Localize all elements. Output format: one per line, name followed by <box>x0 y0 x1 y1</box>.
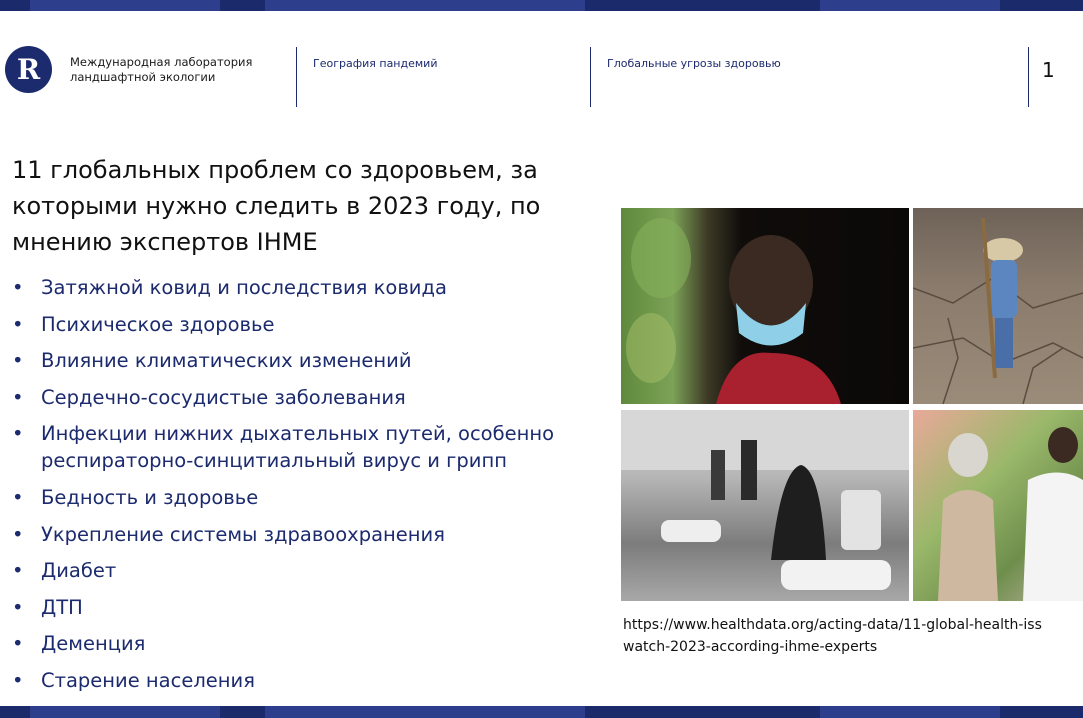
list-item <box>12 420 592 474</box>
list-item <box>12 384 592 411</box>
list-item-text: ДТП <box>41 595 83 619</box>
list-item <box>12 594 592 621</box>
slide-title <box>12 152 572 260</box>
bottom-decorative-bar <box>0 706 1083 718</box>
bullet-icon: • <box>12 422 24 446</box>
bullet-icon: • <box>12 276 24 299</box>
page-number: 1 <box>1042 58 1055 82</box>
top-decorative-bar <box>0 0 1083 11</box>
list-item <box>12 667 592 694</box>
list-item-text-continued: респираторно-синцитиальный вирус и грипп <box>41 449 507 473</box>
list-item-text: Сердечно-сосудистые заболевания <box>41 385 406 409</box>
slide-title-line-3: мнению экспертов IHME <box>12 228 318 256</box>
list-item <box>12 521 592 548</box>
list-item <box>12 484 592 511</box>
list-item-text: Укрепление системы здравоохранения <box>41 522 445 546</box>
list-item <box>12 311 592 338</box>
bullet-icon: • <box>12 485 24 509</box>
slide-title-line-1: 11 глобальных проблем со здоровьем, за <box>12 156 538 184</box>
header-item-pandemic-geography: География пандемий <box>313 57 438 70</box>
lab-name <box>70 55 285 85</box>
list-item-text: Деменция <box>41 632 146 656</box>
source-link-line-2[interactable]: watch-2023-according-ihme-experts <box>623 639 878 655</box>
aid-distribution-photo <box>621 410 909 601</box>
source-link-line-1[interactable]: https://www.healthdata.org/acting-data/11-global-health-iss <box>623 617 1042 633</box>
masked-youth-photo <box>621 208 909 404</box>
bullet-icon: • <box>12 632 24 656</box>
source-link[interactable] <box>623 614 1083 658</box>
health-issues-list <box>12 274 592 704</box>
bullet-icon: • <box>12 349 24 373</box>
list-item-text: Затяжной ковид и последствия ковида <box>41 276 447 299</box>
header-divider <box>296 47 297 107</box>
list-item-text: Старение населения <box>41 668 255 692</box>
list-item-text: Влияние климатических изменений <box>41 349 412 373</box>
bullet-icon: • <box>12 522 24 546</box>
bullet-icon: • <box>12 385 24 409</box>
header-item-global-health-threats: Глобальные угрозы здоровью <box>607 57 781 70</box>
bullet-icon: • <box>12 312 24 336</box>
list-item-text: Психическое здоровье <box>41 312 275 336</box>
header-divider <box>590 47 591 107</box>
list-item <box>12 557 592 584</box>
dry-cracked-earth-photo <box>913 208 1083 404</box>
bullet-icon: • <box>12 668 24 692</box>
list-item-text: Бедность и здоровье <box>41 485 259 509</box>
list-item <box>12 630 592 657</box>
slide-title-line-2: которыми нужно следить в 2023 году, по <box>12 192 541 220</box>
list-item <box>12 347 592 374</box>
header-divider <box>1028 47 1029 107</box>
bullet-icon: • <box>12 595 24 619</box>
hse-logo-icon: R <box>5 46 52 93</box>
bullet-icon: • <box>12 559 24 583</box>
lab-name-line-1: Международная лаборатория <box>70 55 253 69</box>
elderly-care-photo <box>913 410 1083 601</box>
list-item-text: Инфекции нижних дыхательных путей, особенно <box>41 422 555 446</box>
list-item <box>12 274 592 301</box>
list-item-text: Диабет <box>41 559 117 583</box>
lab-name-line-2: ландшафтной экологии <box>70 70 216 84</box>
